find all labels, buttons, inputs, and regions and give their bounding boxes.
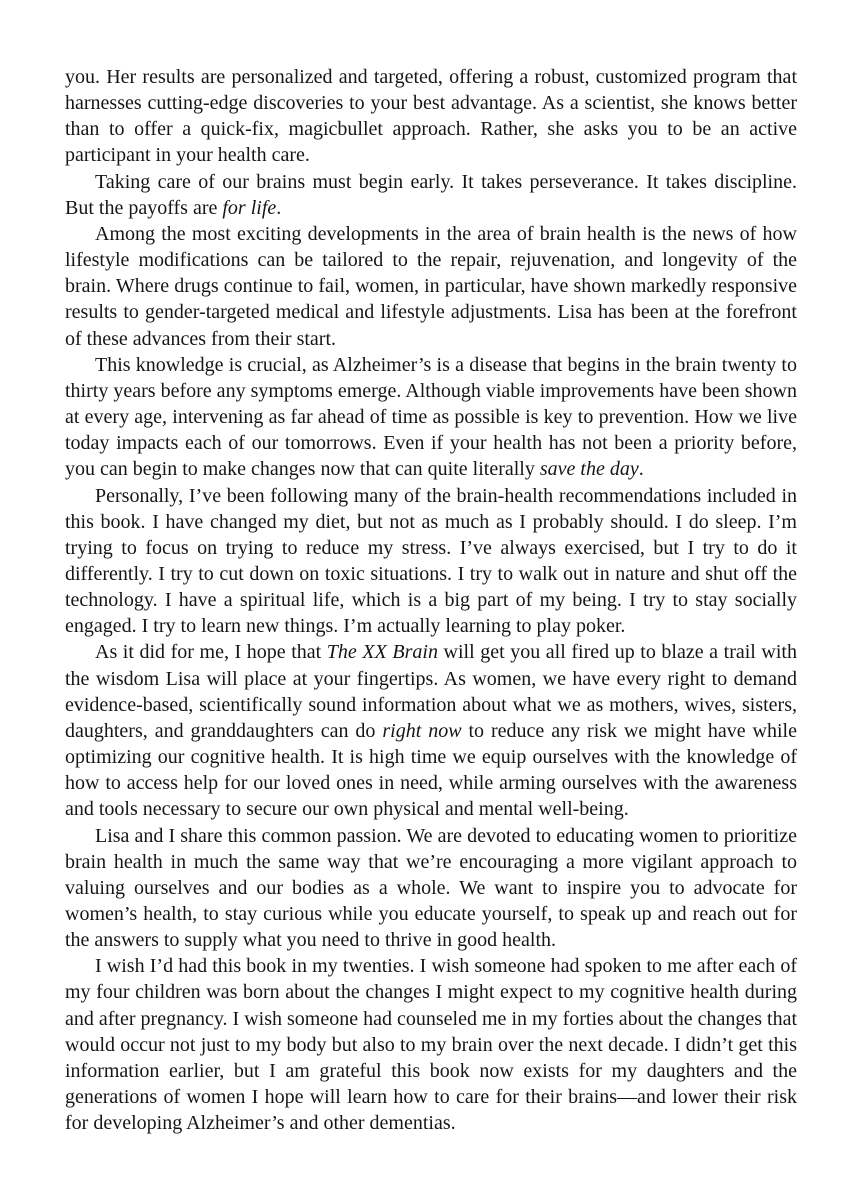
text-run: you. Her results are personalized and targeted, offering a robust, customized program that harnesses cutting-edge discoveries to your best advantage. As a scientist, she knows better than to offer a quick-fix, magicbullet approach. Rather, she asks you to be an active participant in your health care. <box>65 66 797 167</box>
paragraph <box>65 953 797 1136</box>
italic-emphasis: The XX Brain <box>326 641 438 664</box>
text-run: I wish I’d had this book in my twenties. I wish someone had spoken to me after each of my four children was born about the changes I might expect to my cognitive health during and after pregnancy. I wish someone had counseled me in my forties about the changes that would occur not just to my body but also to my brain over the next decade. I didn’t get this information earlier, but I am grateful this book now exists for my daughters and the generations of women I hope will learn how to care for their brains—and lower their risk for developing Alzheimer’s and other dementias. <box>65 955 797 1135</box>
paragraph <box>65 483 797 640</box>
text-run: to reduce any risk we might have while optimizing our cognitive health. It is high time we equip ourselves with the knowledge of how to access help for our loved ones in need, while arming ourselves with the awareness and tools necessary to secure our own physical and mental well-being. <box>65 719 797 821</box>
italic-emphasis: save the day <box>539 458 639 481</box>
text-run: Among the most exciting developments in the area of brain health is the news of how lifestyle modifications can be tailored to the repair, rejuvenation, and longevity of the brain. Where drugs continue to fail, women, in particular, have shown markedly responsive results to gender-targeted medical and lifestyle adjustments. Lisa has been at the forefront of these advances from their start. <box>65 222 797 350</box>
paragraph <box>65 169 797 221</box>
text-run: Taking care of our brains must begin early. It takes perseverance. It takes discipline. But the payoffs are <box>65 170 797 219</box>
paragraph <box>65 64 797 169</box>
text-run: will get you all fired up to blaze a trail with the wisdom Lisa will place at your fingertips. As women, we have every right to demand evidence-based, scientifically sound information about what we as mothers, wives, sisters, daughters, and granddaughters can do <box>65 641 797 742</box>
italic-emphasis: for life <box>222 196 277 219</box>
body-text <box>65 64 797 1136</box>
paragraph <box>65 221 797 352</box>
text-run: As it did for me, I hope that <box>95 641 327 664</box>
paragraph <box>65 823 797 954</box>
text-run: . <box>638 458 644 481</box>
paragraph <box>65 639 797 822</box>
italic-emphasis: right now <box>382 719 462 742</box>
text-run: This knowledge is crucial, as Alzheimer’s is a disease that begins in the brain twenty to thirty years before any symptoms emerge. Although viable improvements have been shown at every age, intervening as far ahead of time as possible is key to prevention. How we live today impacts each of our tomorrows. Even if your health has not been a priority before, you can begin to make changes now that can quite literally <box>65 353 797 481</box>
paragraph <box>65 352 797 483</box>
text-run: Lisa and I share this common passion. We are devoted to educating women to prioritize brain health in much the same way that we’re encouraging a more vigilant approach to valuing ourselves and our bodies as a whole. We want to inspire you to advocate for women’s health, to stay curious while you educate yourself, to speak up and reach out for the answers to supply what you need to thrive in good health. <box>65 824 797 952</box>
text-run: Personally, I’ve been following many of the brain-health recommendations included in this book. I have changed my diet, but not as much as I probably should. I do sleep. I’m trying to focus on trying to reduce my stress. I’ve always exercised, but I try to do it differently. I try to cut down on toxic situations. I try to walk out in nature and shut off the technology. I have a spiritual life, which is a big part of my being. I try to stay socially engaged. I try to learn new things. I’m actually learning to play poker. <box>65 484 797 638</box>
text-run: . <box>276 196 282 219</box>
